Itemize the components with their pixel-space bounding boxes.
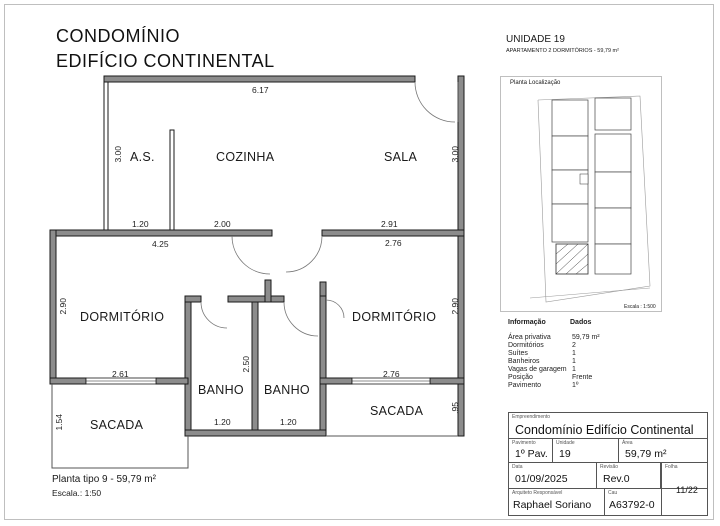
dim-left-top-height: 3.00: [113, 146, 123, 163]
room-sala: SALA: [384, 150, 418, 164]
tb-revisao-label: Revisão: [600, 464, 619, 470]
room-sacada-right: SACADA: [370, 404, 424, 418]
info-row: [508, 342, 648, 350]
info-row: [508, 358, 648, 366]
dim-right-top-height: 3.00: [450, 146, 460, 163]
info-value: 1º: [572, 382, 579, 389]
unit-subtitle: APARTAMENTO 2 DORMITÓRIOS - 59,79 m²: [506, 48, 619, 54]
wall-bath-left: [185, 296, 191, 436]
info-value: 2: [572, 342, 576, 349]
info-table: [508, 334, 648, 390]
wall-sacada-right-b: [430, 378, 464, 384]
wall-bath-mid: [252, 296, 258, 436]
info-label: Área privativa: [508, 334, 551, 341]
wall-dorm-left-corner: [185, 296, 201, 302]
wall-hall-stub: [265, 280, 271, 302]
info-label: Pavimento: [508, 382, 542, 389]
condo-title-line1: CONDOMÍNIO: [56, 26, 180, 46]
wall-left-upper: [104, 82, 108, 232]
wall-bath-right: [320, 296, 326, 436]
room-cozinha: COZINHA: [216, 150, 275, 164]
dim-cozinha-width: 2.00: [214, 219, 231, 229]
info-label: Vagas de garagem: [508, 366, 567, 373]
room-dormitorio-left: DORMITÓRIO: [80, 310, 165, 324]
info-value: 1: [572, 358, 576, 365]
info-row: [508, 334, 648, 342]
door-dorm-right-swing: [326, 300, 344, 318]
tb-data-value: 01/09/2025: [515, 473, 568, 485]
dim-sacada-left-height: 1.54: [54, 414, 64, 431]
tb-unidade-label: Unidade: [556, 440, 575, 446]
room-dormitorio-right: DORMITÓRIO: [352, 310, 437, 324]
wall-left-outer: [50, 230, 56, 384]
info-row: [508, 382, 648, 390]
dim-banho-height: 2.50: [241, 356, 251, 373]
unit-label: UNIDADE 19: [506, 34, 565, 45]
door-bath-right-swing: [284, 302, 318, 336]
tb-arquiteto-value: Raphael Soriano: [513, 499, 592, 511]
dim-dorm-left-width: 4.25: [152, 239, 169, 249]
wall-bath-top: [228, 296, 284, 302]
tb-folha-label: Folha: [665, 464, 678, 470]
dim-top-width: 6.17: [252, 85, 269, 95]
tb-cell-arquiteto: [509, 489, 605, 515]
wall-bottom-baths: [185, 430, 326, 436]
tb-cell-data: [509, 463, 597, 488]
dim-dorm-left-height: 2.90: [58, 298, 68, 315]
tb-row-pavimento: [509, 439, 707, 463]
wall-mid-left: [50, 230, 272, 236]
tb-row-empreendimento: [509, 413, 707, 439]
tb-folha-value: 11/22: [676, 485, 698, 495]
location-scale: Escala : 1:500: [624, 304, 656, 310]
info-row: [508, 374, 648, 382]
tb-cell-cau: [605, 489, 661, 515]
tb-pavimento-value: 1º Pav.: [515, 448, 548, 460]
room-banho-right: BANHO: [264, 383, 310, 397]
wall-hall-stub-right: [320, 282, 326, 296]
tb-cell-unidade: [553, 439, 619, 462]
tb-cell-pavimento: [509, 439, 553, 462]
door-hall-right-swing: [286, 236, 322, 272]
tb-cell-area: [619, 439, 707, 462]
dim-dorm-right-width: 2.76: [385, 238, 402, 248]
dim-sacada-left-width: 2.61: [112, 369, 129, 379]
dim-dorm-right-height: 2.90: [450, 298, 460, 315]
info-label: Dormitórios: [508, 342, 544, 349]
dim-sacada-right-height: .95: [450, 402, 460, 414]
plan-scale: Escala.: 1:50: [52, 488, 102, 498]
info-label: Banheiros: [508, 358, 540, 365]
info-label: Posição: [508, 374, 533, 381]
tb-row-arquiteto: [509, 489, 661, 515]
info-row: [508, 366, 648, 374]
wall-top: [104, 76, 415, 82]
wall-sacada-left-b: [156, 378, 188, 384]
wall-sacada-left-a: [50, 378, 86, 384]
wall-mid-right: [322, 230, 464, 236]
title-block: [508, 412, 708, 516]
tb-unidade-value: 19: [559, 448, 571, 460]
info-value: 59,79 m²: [572, 334, 600, 341]
tb-data-label: Data: [512, 464, 523, 470]
info-value: 1: [572, 350, 576, 357]
location-map: [500, 88, 662, 312]
door-bath-left-swing: [201, 302, 227, 328]
door-hall-swing: [232, 236, 270, 274]
tb-cell-revisao: [597, 463, 661, 488]
location-title: Planta Localização: [510, 80, 561, 86]
dim-sacada-right-width: 2.76: [383, 369, 400, 379]
info-row: [508, 350, 648, 358]
condo-title-line2: EDIFÍCIO CONTINENTAL: [56, 51, 275, 71]
data-heading: Dados: [570, 319, 592, 326]
room-sacada-left: SACADA: [90, 418, 144, 432]
dim-sala-width: 2.91: [381, 219, 398, 229]
wall-as-kitchen: [170, 130, 174, 234]
tb-revisao-value: Rev.0: [603, 473, 630, 485]
tb-cell-folha: [661, 463, 707, 515]
room-as: A.S.: [130, 150, 155, 164]
tb-empreendimento-value: Condomínio Edifício Continental: [515, 423, 694, 437]
tb-arquiteto-label: Arquiteto Responsável: [512, 490, 563, 496]
dim-as-width: 1.20: [132, 219, 149, 229]
tb-cau-label: Cau: [608, 490, 618, 496]
plan-caption: Planta tipo 9 - 59,79 m²: [52, 474, 156, 485]
tb-empreendimento-label: Empreendimento: [512, 414, 551, 420]
info-label: Suítes: [508, 350, 528, 357]
door-sala-swing: [415, 82, 455, 122]
dim-banho-right-width: 1.20: [280, 417, 297, 427]
wall-sacada-right-a: [320, 378, 352, 384]
info-heading: Informação: [508, 319, 546, 326]
tb-cau-value: A63792-0: [609, 499, 655, 511]
info-value: Frente: [572, 374, 593, 381]
room-banho-left: BANHO: [198, 383, 244, 397]
info-value: 1: [572, 366, 576, 373]
tb-pavimento-label: Pavimento: [512, 440, 536, 446]
tb-area-label: Área: [622, 440, 633, 446]
dim-banho-left-width: 1.20: [214, 417, 231, 427]
tb-area-value: 59,79 m²: [625, 448, 667, 460]
